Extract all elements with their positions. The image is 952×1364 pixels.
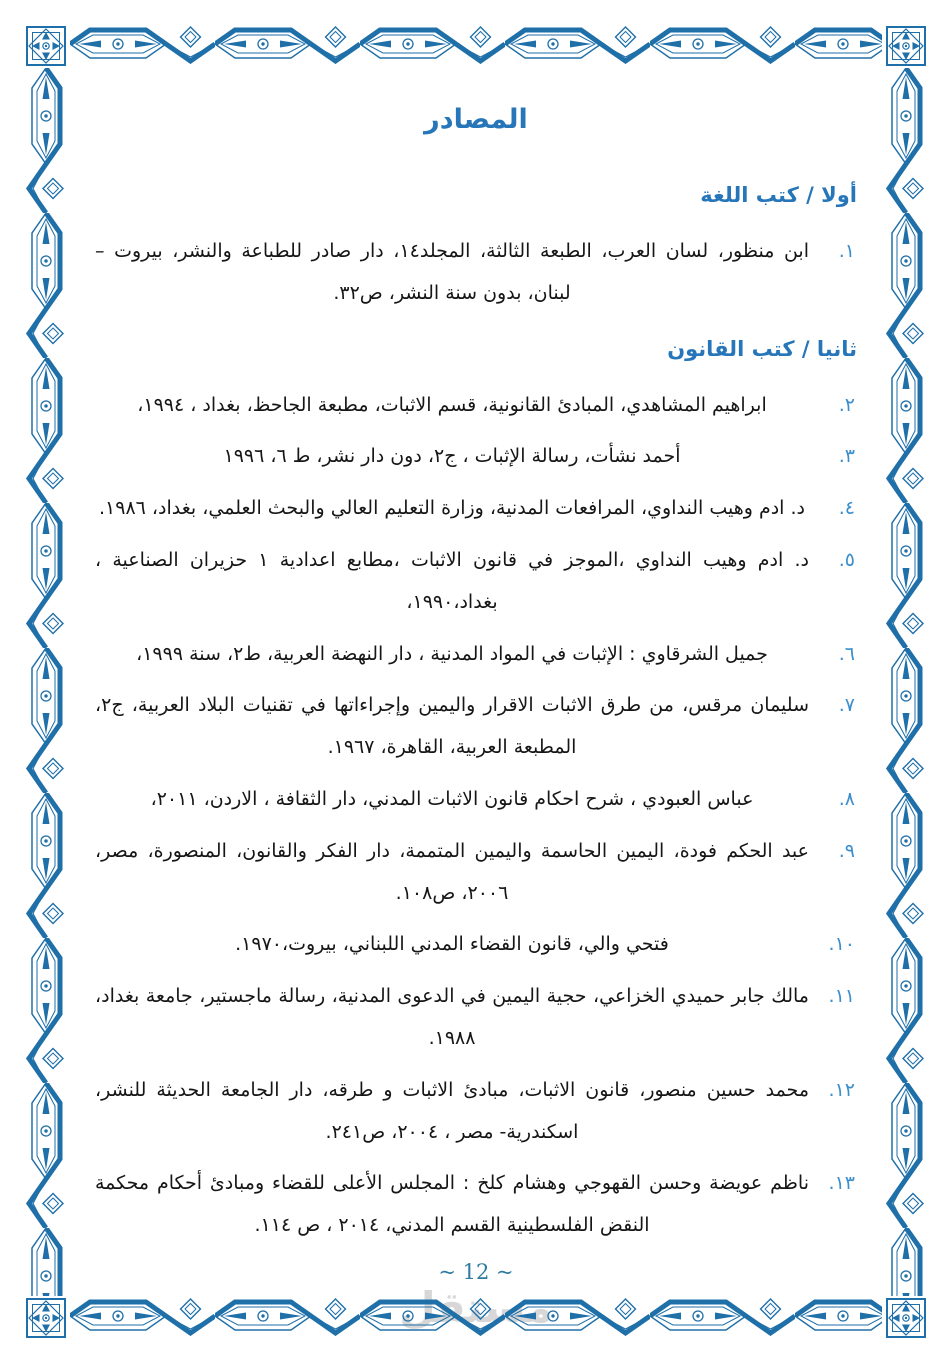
item-number: ٢.: [838, 393, 855, 416]
section-heading-law-books: ثانيا / كتب القانون: [667, 336, 857, 361]
item-text: ناظم عويضة وحسن القهوجي وهشام كلخ : المجلس الأعلى للقضاء ومبادئ أحكام محكمة النقض الفلسطينية القسم المدني، ٢٠١٤ ، ص ١١٤.: [95, 1172, 809, 1237]
reference-list-language: [95, 231, 857, 315]
reference-list-law: [95, 385, 857, 1247]
item-text: عبد الحكم فودة، اليمين الحاسمة واليمين المتممة، دار الفكر والقانون، المنصورة، مصر، ٢٠٠٦، ص١٠٨.: [95, 839, 809, 904]
item-text: جميل الشرقاوي : الإثبات في المواد المدنية ، دار النهضة العربية، ط٢، سنة ١٩٩٩،: [136, 642, 768, 665]
item-number: ٦.: [838, 642, 855, 665]
reference-item: [95, 540, 857, 624]
page-title: المصادر: [424, 104, 528, 135]
corner-ornament-bottom-right: [884, 1296, 928, 1340]
decorative-border-bottom: [70, 1296, 882, 1336]
item-number: ٤.: [838, 497, 855, 520]
reference-item: [95, 1163, 857, 1247]
page-number: ~ 12 ~: [438, 1260, 514, 1284]
item-text: مالك جابر حميدي الخزاعي، حجية اليمين في الدعوى المدنية، رسالة ماجستير، جامعة بغداد، ١٩٨٨.: [95, 985, 809, 1049]
reference-item: [95, 924, 857, 966]
corner-ornament-top-right: [884, 24, 928, 68]
reference-item: [95, 1070, 857, 1154]
page-content: [95, 78, 857, 1256]
item-text: د. ادم وهيب النداوي ،الموجز في قانون الاثبات ،مطابع اعدادية ١ حزيران الصناعية ، بغداد،١٩٩٠،: [95, 548, 809, 613]
item-text: محمد حسين منصور، قانون الاثبات، مبادئ الاثبات و طرقه، دار الجامعة الحديثة للنشر، اسكندرية- مصر ، ٢٠٠٤، ص٢٤١.: [95, 1078, 809, 1143]
item-number: ١٠.: [828, 933, 855, 956]
item-text: ابن منظور، لسان العرب، الطبعة الثالثة، المجلد١٤، دار صادر للطباعة والنشر، بيروت – لبنان، بدون سنة النشر، ص٣٢.: [95, 240, 809, 304]
corner-ornament-bottom-left: [24, 1296, 68, 1340]
decorative-border-right: [886, 68, 926, 1296]
reference-item: [95, 685, 857, 769]
reference-item: [95, 831, 857, 915]
decorative-border-left: [26, 68, 66, 1296]
item-number: ١٣.: [828, 1172, 855, 1195]
reference-item: [95, 436, 857, 478]
reference-item: [95, 779, 857, 821]
item-text: فتحي والي، قانون القضاء المدني اللبناني، بيروت،١٩٧٠.: [235, 933, 669, 956]
item-number: ٣.: [838, 445, 855, 468]
item-number: ٨.: [838, 787, 855, 810]
reference-item: [95, 634, 857, 676]
reference-item: [95, 231, 857, 315]
section-heading-language-books: أولا / كتب اللغة: [700, 183, 857, 207]
item-text: أحمد نشأت، رسالة الإثبات ، ج٢، دون دار نشر، ط ٦، ١٩٩٦: [223, 445, 681, 468]
item-number: ٩.: [838, 839, 855, 862]
item-number: ٥.: [838, 548, 855, 571]
item-number: ١٢.: [828, 1078, 855, 1101]
item-text: سليمان مرقس، من طرق الاثبات الاقرار واليمين وإجراءاتها في تقنيات البلاد العربية، ج٢، المطبعة العربية، القاهرة، ١٩٦٧.: [95, 694, 809, 759]
item-number: ١.: [838, 240, 855, 262]
reference-item: [95, 385, 857, 427]
item-text: ابراهيم المشاهدي، المبادئ القانونية، قسم الاثبات، مطبعة الجاحظ، بغداد ، ١٩٩٤،: [137, 393, 767, 416]
corner-ornament-top-left: [24, 24, 68, 68]
reference-item: [95, 488, 857, 530]
item-text: عباس العبودي ، شرح احكام قانون الاثبات المدني، دار الثقافة ، الاردن، ٢٠١١،: [150, 787, 754, 810]
reference-item: [95, 976, 857, 1060]
decorative-border-top: [70, 24, 882, 64]
item-number: ٧.: [838, 694, 855, 717]
item-text: د. ادم وهيب النداوي، المرافعات المدنية، وزارة التعليم العالي والبحث العلمي، بغداد، ١٩٨٦.: [99, 497, 805, 520]
item-number: ١١.: [828, 985, 855, 1008]
